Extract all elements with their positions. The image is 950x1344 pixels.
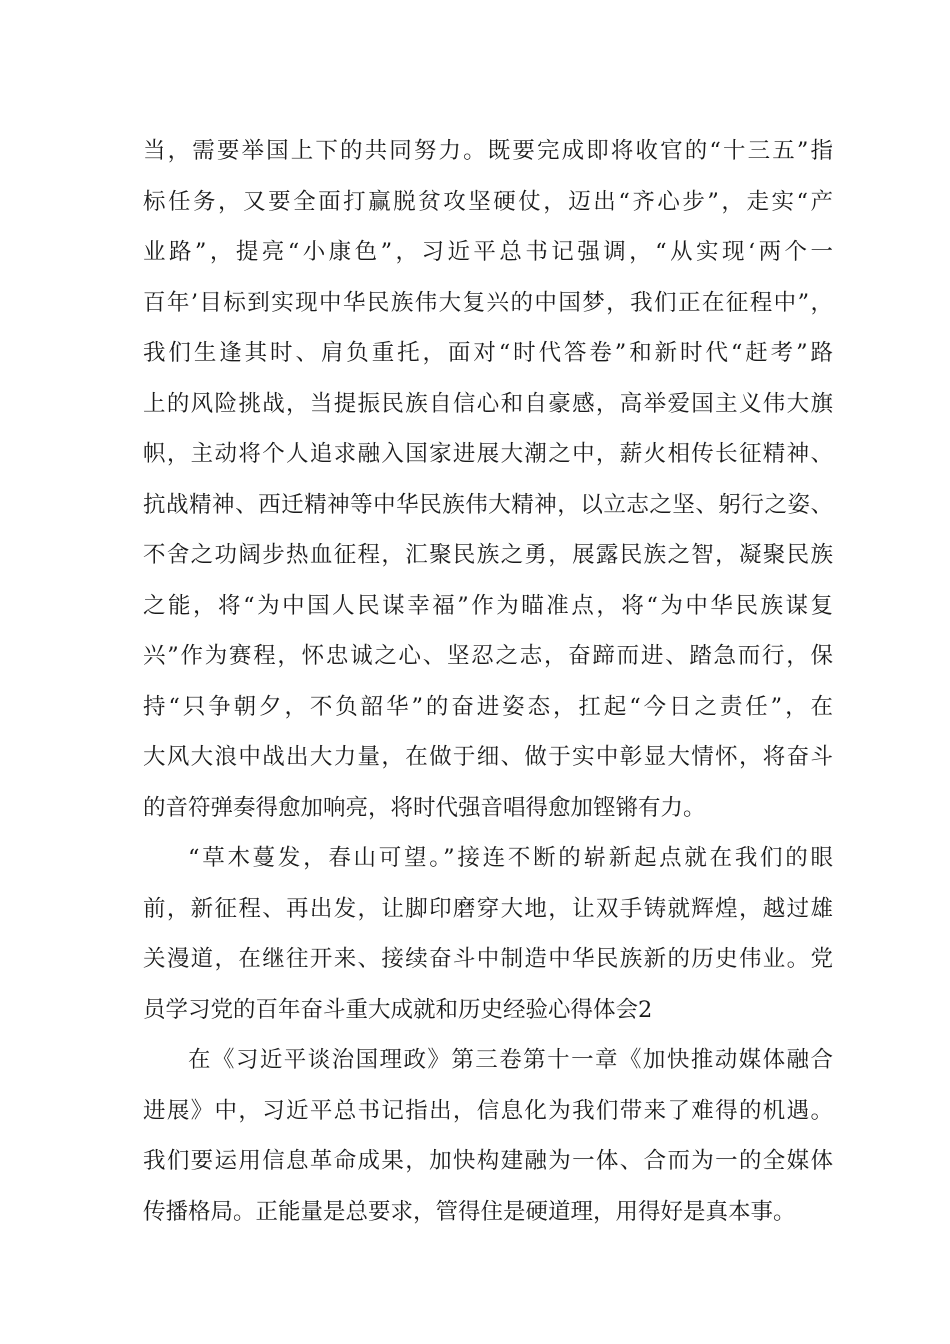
paragraph-first-line: “草木蔓发，春山可望。”接连不断的崭新起点就在我们的眼 — [188, 845, 833, 871]
text-line: 抗战精神、西迁精神等中华民族伟大精神，以立志之坚、躬行之姿、 — [143, 491, 833, 518]
text-line: 不舍之功阔步热血征程，汇聚民族之勇，展露民族之智，凝聚民族 — [143, 542, 833, 568]
text-line: 传播格局。正能量是总要求，管得住是硬道理，用得好是真本事。 — [143, 1198, 796, 1225]
text-line: 业路”，提亮“小康色”，习近平总书记强调，“从实现‘两个一 — [143, 239, 833, 265]
text-line: 我们要运用信息革命成果，加快构建融为一体、合而为一的全媒体 — [143, 1148, 833, 1174]
text-line: 百年’目标到实现中华民族伟大复兴的中国梦，我们正在征程中”， — [143, 289, 833, 316]
text-line: 兴”作为赛程，怀忠诚之心、坚忍之志，奋蹄而进、踏急而行，保 — [143, 643, 833, 669]
text-line: 进展》中，习近平总书记指出，信息化为我们带来了难得的机遇。 — [143, 1097, 833, 1124]
text-line: 前，新征程、再出发，让脚印磨穿大地，让双手铸就辉煌，越过雄 — [143, 895, 833, 922]
text-line: 标任务，又要全面打赢脱贫攻坚硬仗，迈出“齐心步”，走实“产 — [143, 188, 833, 215]
text-line: 之能，将“为中国人民谋幸福”作为瞄准点，将“为中华民族谋复 — [143, 592, 833, 619]
text-line: 帜，主动将个人追求融入国家进展大潮之中，薪火相传长征精神、 — [143, 441, 833, 467]
text-line: 当，需要举国上下的共同努力。既要完成即将收官的“十三五”指 — [143, 138, 833, 164]
text-line: 大风大浪中战出大力量，在做于细、做于实中彰显大情怀，将奋斗 — [143, 744, 833, 770]
text-line: 我们生逢其时、肩负重托，面对“时代答卷”和新时代“赶考”路 — [143, 340, 833, 366]
section-title-line: 员学习党的百年奋斗重大成就和历史经验心得体会2 — [143, 996, 653, 1023]
text-line: 的音符弹奏得愈加响亮，将时代强音唱得愈加铿锵有力。 — [143, 794, 706, 821]
text-line: 持“只争朝夕，不负韶华”的奋进姿态，扛起“今日之责任”，在 — [143, 693, 833, 720]
paragraph-first-line: 在《习近平谈治国理政》第三卷第十一章《加快推动媒体融合 — [188, 1047, 833, 1073]
body-text — [143, 126, 833, 1237]
text-line: 关漫道，在继往开来、接续奋斗中制造中华民族新的历史伟业。党 — [143, 946, 833, 972]
text-line: 上的风险挑战，当提振民族自信心和自豪感，高举爱国主义伟大旗 — [143, 390, 833, 417]
